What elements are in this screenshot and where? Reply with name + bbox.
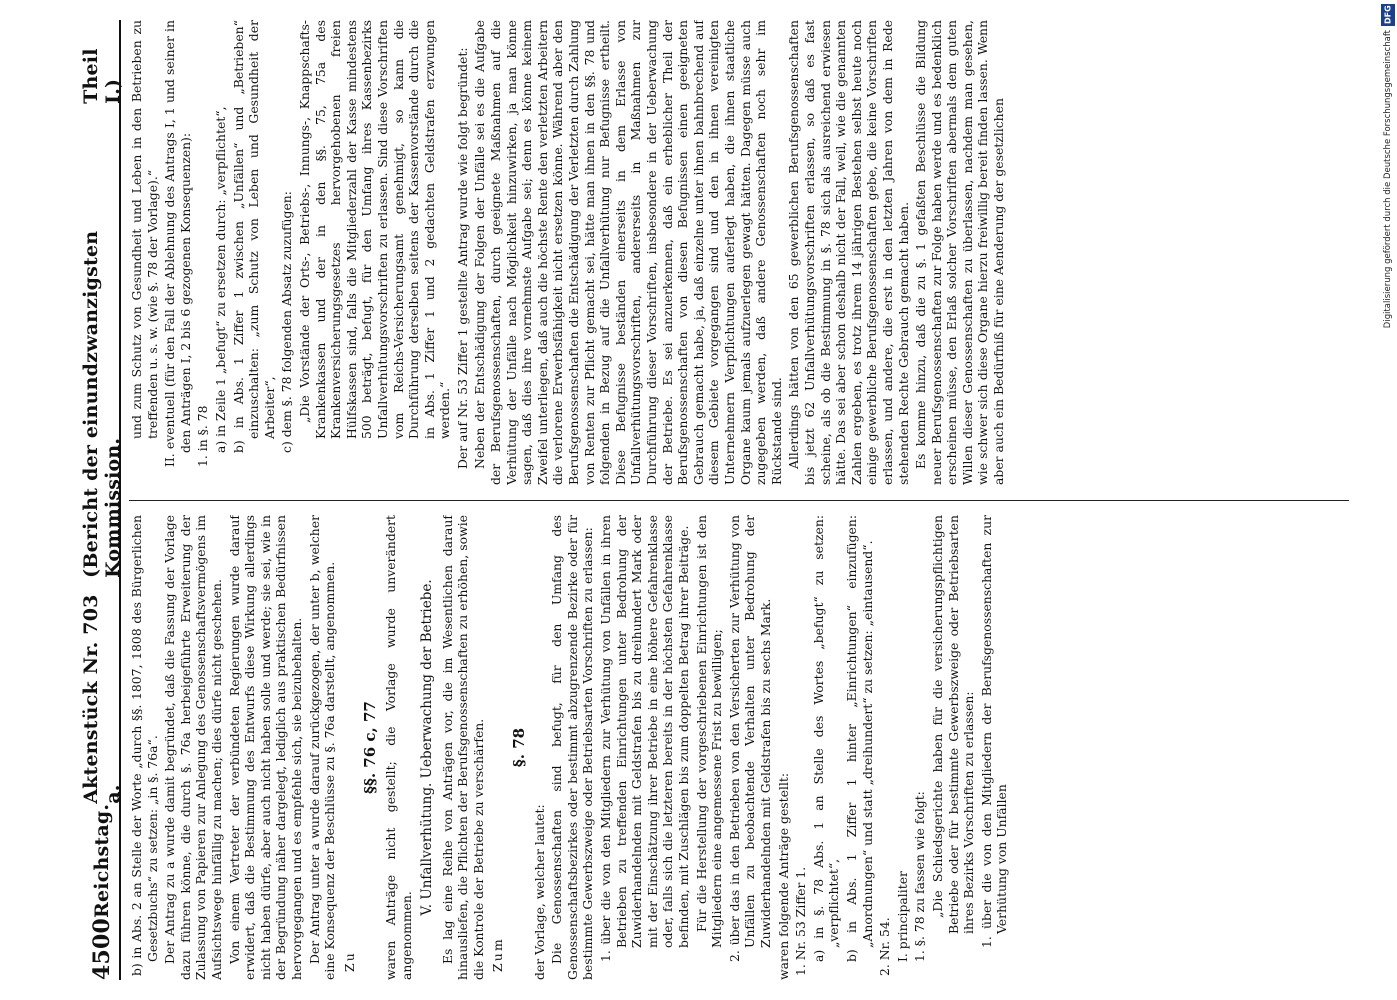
list-item: 1. über die von den Mitgliedern der Berufsgenossenschaften zur Verhütung von Unfällen — [978, 515, 1010, 948]
paragraph: Der Antrag unter a wurde darauf zurückgezogen, der unter b, welcher eine Konsequenz der Beschlüsse zu §. 76a darstellt, angenommen. — [306, 515, 338, 980]
digitization-sidebar — [1381, 0, 1395, 1000]
paragraph: Es lag eine Reihe von Anträgen vor, die im Wesentlichen darauf hinausliefen, die Pflichten der Berufsgenossenschaften zu erhöhen, sowie die Kontrole der Betriebe zu verschärfen. — [439, 515, 486, 980]
rotated-page-content — [80, 20, 1355, 980]
paragraph: b) in Abs. 2 an Stelle der Worte „durch §§. 1807, 1808 des Bürgerlichen Gesetzbuchs“ zu setzen: „in §. 76a“. — [129, 515, 160, 976]
list-item: 1. in §. 78 — [195, 405, 211, 467]
paragraph: Es komme hinzu, daß die zu §. 1 gefaßten Beschlüsse die Bildung neuer Berufsgenossenschaften zur Folge haben werde und es bedenklich erscheinen müsse, den Erlaß solcher Vorschriften abermals dem guten Willen dieser Genossenschaften zu überlassen, nachdem man gesehen, wie schwer sich diese Organe hierzu freiwillig bereit finden lassen. Wenn aber auch ein Bedürfniß für eine Aenderung der gesetzlichen — [913, 20, 1007, 485]
page-number: 4500 — [89, 917, 115, 980]
section-heading: §§. 76 c, 77 — [361, 701, 380, 794]
paragraph: Von einem Vertreter der verbündeten Regierungen wurde darauf erwidert, daß die Bestimmung des Entwurfs diese Wirkung allerdings nicht haben dürfe, aber auch nicht haben solle und werde; sie sei, wie in der Begründung näher dargelegt, lediglich aus praktischen Bedürfnissen hervorgegangen und es empfehle sich, sie beizubehalten. — [226, 515, 304, 980]
list-item: 1. Nr. 53 Ziffer 1. — [793, 866, 809, 976]
digitization-note: Digitalisierung gefördert durch die Deutsche Forschungsgemeinschaft — [1383, 30, 1393, 329]
list-item: 2. über das in den Betrieben von den Versicherten zur Verhütung von Unfällen zu beobachtende Verhalten unter Bedrohung der Zuwiderhandelnden mit Geldstrafen bis zu sechs Mark. — [726, 515, 773, 962]
paragraph: der Vorlage, welcher lautet: — [531, 804, 547, 980]
paragraph: Allerdings hätten von den 65 gewerblichen Berufsgenossenschaften bis jetzt 62 Unfallverhütungsvorschriften erlassen, so daß es fast scheine, als ob die Bestimmung in §. 78 sich als ausreichend erwiesen hätte. Das sei aber schon deshalb nicht der Fall, weil, wie die genannten Zahlen ergeben, es trotz ihrem 14 jährigen Bestehen selbst heute noch einige gewerbliche Berufsgenossenschaften gebe, die keine Vorschriften erlassen, und andere, die erst in den letzten Jahren von dem in Rede stehenden Rechte Gebrauch gemacht haben. — [786, 20, 911, 485]
header-part: Theil I.) — [80, 48, 124, 104]
list-item: a) in Zeile 1 „befugt“ zu ersetzen durch: „verpflichtet“, — [212, 106, 228, 453]
paragraph: waren folgende Anträge gestellt: — [775, 772, 791, 980]
paragraph: waren Anträge nicht gestellt; die Vorlage wurde unverändert angenommen. — [382, 515, 414, 980]
section-intro: Zum — [490, 937, 506, 972]
list-item: a) in §. 78 Abs. 1 an Stelle des Wortes „befugt“ zu setzen: „verpflichtet“, — [810, 515, 842, 962]
header-doc-ref: Aktenstück Nr. 703 a. — [80, 594, 124, 804]
paragraph: Neben der Entschädigung der Folgen der Unfälle sei es die Aufgabe der Berufsgenossenschaften, durch geeignete Maßnahmen auf die Verhütung der Unfälle nach Möglichkeit hinzuwirken, ja man könne sagen, daß dies ihre vornehmste Aufgabe sei; denn es könne keinem Zweifel unterliegen, daß auch die höchste Rente den verletzten Arbeitern die verlorene Erwerbsfähigkeit nicht ersetzen könne. Während aber den Berufsgenossenschaften die Entschädigung der Verletzten durch Zahlung von Renten zur Pflicht gemacht sei, hätte man ihnen in den §§. 78 und folgenden in Bezug auf die Unfallverhütung nur Befugnisse ertheilt. Diese Befugnisse beständen einerseits in dem Erlasse von Unfallverhütungsvorschriften, andererseits in Maßnahmen zur Durchführung dieser Vorschriften, insbesondere in der Ueberwachung der Betriebe. Es sei anzuerkennen, daß ein erheblicher Theil der Berufsgenossenschaften von diesen Befugnissen einen geeigneten Gebrauch gemacht habe, ja, daß einzelne unter ihnen bahnbrechend auf diesem Gebiete vorgegangen sind und den in ihnen vereinigten Unternehmern Verpflichtungen auferlegt haben, die ihnen staatliche Organe kaum jemals aufzuerlegen gewagt hätten. Dagegen müsse auch zugegeben werden, daß andere Genossenschaften noch sehr im Rückstande sind. — [472, 20, 784, 485]
section-heading: §. 78 — [510, 727, 529, 768]
header-right-title: (Bericht der einundzwanzigsten Kommission. — [80, 230, 124, 578]
list-item: c) dem §. 78 folgenden Absatz zuzufügen: — [279, 191, 295, 453]
list-item: b) in Abs. 1 Ziffer 1 zwischen „Unfällen“ und „Betrieben“ einzuschalten: „zum Schutz von Leben und Gesundheit der Arbeiter“, — [230, 20, 277, 453]
paragraph: Für die Herstellung der vorgeschriebenen Einrichtungen ist den Mitgliedern eine angemessene Frist zu bewilligen; — [693, 515, 725, 948]
list-item: 1. über die von den Mitgliedern zur Verhütung von Unfällen in ihren Betrieben zu treffenden Einrichtungen unter Bedrohung der Zuwiderhandelnden mit Geldstrafen bis zu dreihundert Mark oder mit der Einschätzung ihrer Betriebe in eine höhere Gefahrenklasse oder, falls sich die letzteren bereits in der höchsten Gefahrenklasse befinden, mit Zuschlägen bis zum doppelten Betrag ihrer Beiträge. — [598, 515, 691, 962]
list-item: 1. §. 78 zu fassen wie folgt: — [912, 791, 928, 962]
dfg-logo: DFG — [1381, 4, 1395, 26]
section-intro: Zu — [341, 951, 357, 972]
list-item: II. eventuell (für den Fall der Ablehnung des Antrags I, 1 und seiner in den Anträgen I, 2 bis 6 gezogenen Konsequenzen): — [162, 20, 193, 467]
paragraph: „Die Schiedsgerichte haben für die versicherungspflichtigen Betriebe oder für bestimmte Gewerbszweige oder Betriebsarten ihres Bezirks Vorschriften zu erlassen: — [929, 515, 977, 934]
paragraph: „Die Vorstände der Orts-, Betriebs-, Innungs-, Knappschafts-Krankenkassen und der in den §§. 75, 75a des Krankenversicherungsgesetzes hervorgehobenen freien Hülfskassen sind, falls die Mitgliederzahl der Kasse mindestens 500 beträgt, befugt, für den Umfang ihres Kassenbezirks Unfallverhütungsvorschriften zu erlassen. Sind diese Vorschriften vom Reichs-Versicherungsamt genehmigt, so kann die Durchführung derselben seitens der Kassenvorstände durch die in Abs. 1 Ziffer 1 und 2 gedachten Geldstrafen erzwungen werden.“ — [296, 20, 453, 439]
paragraph: Der auf Nr. 53 Ziffer 1 gestellte Antrag wurde wie folgt begründet: — [454, 47, 470, 469]
paragraph: und zum Schutz von Gesundheit und Leben in den Betrieben zu treffenden u. s. w. (wie §. 78 der Vorlage).“ — [129, 20, 160, 439]
paragraph: Der Antrag zu a wurde damit begründet, daß die Fassung der Vorlage dazu führen könne, die durch §. 76a herbeigeführte Erweiterung der Zulassung von Papieren zur Anlegung des Genossenschaftsvermögens im Aufsichtswege hinfällig zu machen; dies dürfe nicht geschehen. — [162, 515, 224, 980]
right-column — [129, 20, 1349, 485]
paragraph: Die Genossenschaften sind befugt, für den Umfang des Genossenschaftsbezirkes oder bestimmt abzugrenzende Bezirke oder für bestimmte Gewerbszweige oder Betriebsarten Vorschriften zu erlassen: — [549, 515, 596, 980]
left-column — [129, 515, 1349, 980]
chapter-heading: V. Unfallverhütung. Ueberwachung der Betriebe. — [419, 579, 436, 916]
column-divider — [129, 500, 1349, 501]
header-left-title: Reichstag. — [91, 803, 113, 918]
list-item: I. principaliter — [894, 871, 910, 962]
list-item: b) in Abs. 1 Ziffer 1 hinter „Einrichtungen“ einzufügen: „Anordnungen“ und statt „dreihundert“ zu setzen: „eintausend“. — [843, 515, 875, 962]
list-item: 2. Nr. 54. — [877, 917, 893, 976]
page-header — [80, 20, 124, 980]
